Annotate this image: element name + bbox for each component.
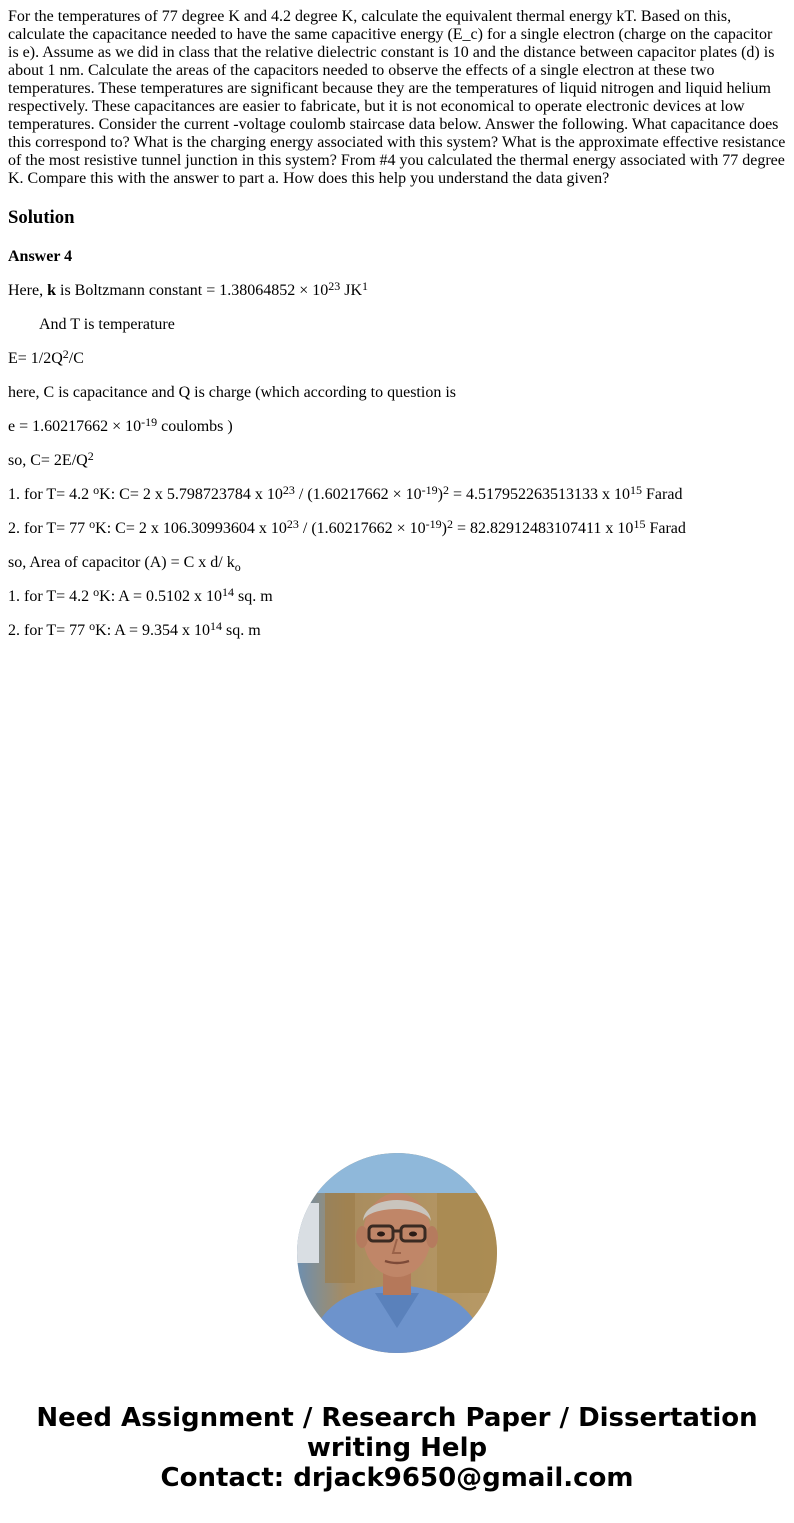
electron-charge-line: $e = 1.60217662 \times 10^{-19}$ coulombs ) <box>8 415 233 435</box>
solution-document <box>8 8 786 656</box>
banner-contact-email: Contact: drjack9650@gmail.com <box>160 1463 634 1493</box>
boltzmann-line: Here, k is Boltzmann constant = $1.38064852 \times 10^{23}$ $JK^1$ <box>8 279 369 299</box>
capacitance-result-4k: 1. for T= 4.2 $^o$K: C= 2 x 5.798723784 x $10^{23} / (1.60217662 \times 10^{-19})^2 = 4.517952263513133$ x $10^{15}$ Farad <box>8 483 683 503</box>
solution-heading: Solution <box>8 207 75 228</box>
banner-line-1: Need Assignment / Research Paper / Dissertation <box>36 1403 758 1433</box>
temperature-line: And T is temperature <box>39 316 175 333</box>
author-photo <box>297 1153 497 1353</box>
contact-banner <box>0 1403 794 1493</box>
area-result-4k: 1. for T= 4.2 $^o$K: A = 0.5102 x $10^{14}$ sq. m <box>8 585 273 605</box>
question-text: For the temperatures of 77 degree K and 4.2 degree K, calculate the equivalent thermal energy kT. Based on this, calculate the capacitance needed to have the same capacitive energy (E_c) for a single electron (charge on the capacitor is e). Assume as we did in class that the relative dielectric constant is 10 and the distance between capacitor plates (d) is about 1 nm. Calculate the areas of the capacitors needed to observe the effects of a single electron at these two temperatures. These temperatures are significant because they are the temperatures of liquid nitrogen and liquid helium respectively. These capacitances are easier to fabricate, but it is not economical to operate electronic devices at low temperatures. Consider the current -voltage coulomb staircase data below. Answer the following. What capacitance does this correspond to? What is the charging energy associated with this system? What is the approximate effective resistance of the most resistive tunnel junction in this system? From #4 you calculated the thermal energy associated with 77 degree K. Compare this with the answer to part a. How does this help you understand the data given? <box>8 8 786 187</box>
answer-title: Answer 4 <box>8 248 73 265</box>
capacitance-description: here, C is capacitance and Q is charge (which according to question is <box>8 384 456 401</box>
area-result-77k: 2. for T= 77 $^o$K: A = 9.354 x $10^{14}$ sq. m <box>8 619 261 639</box>
capacitance-formula: so, $C= 2E/Q^2$ <box>8 449 94 469</box>
banner-line-2: writing Help <box>306 1433 488 1463</box>
energy-formula: $E= 1/2Q^2/C$ <box>8 347 84 367</box>
capacitance-result-77k: 2. for T= 77 $^o$K: C= 2 x 106.30993604 x $10^{23} / (1.60217662 \times 10^{-19})^2 = 82.82912483107411$ x $10^{15}$ Farad <box>8 517 686 537</box>
area-formula: so, Area of capacitor (A) = C x d/ $k_o$ <box>8 554 241 574</box>
author-photo-graphic <box>297 1153 497 1353</box>
